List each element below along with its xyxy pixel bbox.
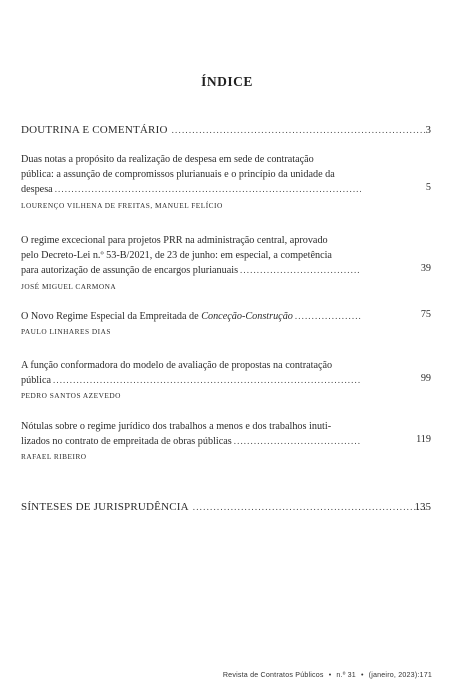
- entry-page-number: 39: [420, 263, 431, 274]
- entry-page-number: 99: [420, 373, 431, 384]
- leader-dots: [172, 122, 427, 138]
- entry-title-line: despesa: [21, 184, 53, 196]
- section-page-number: 135: [414, 501, 431, 513]
- footer-separator: •: [328, 671, 332, 679]
- leader-dots: [240, 263, 361, 278]
- entry-title-line: pelo Decreto-Lei n.º 53-B/2021, de 23 de junho: em especial, a competência: [21, 250, 332, 262]
- entry-page-number: 75: [420, 309, 431, 320]
- page-title: ÍNDICE: [201, 74, 253, 89]
- entry-page-number: 5: [425, 182, 431, 193]
- entry-title-line: pública: [21, 375, 51, 387]
- entry-author: JOSÉ MIGUEL CARMONA: [21, 281, 117, 291]
- page-footer: [223, 671, 432, 679]
- toc-entry[interactable]: [21, 233, 361, 292]
- leader-dots: [234, 434, 361, 449]
- footer-date-page: (janeiro, 2023):171: [368, 671, 432, 679]
- footer-journal: Revista de Contratos Públicos: [222, 671, 324, 679]
- entry-title-italic: Conceção-Construção: [201, 311, 293, 322]
- footer-issue: n.º 31: [336, 671, 356, 679]
- section-label: SÍNTESES DE JURISPRUDÊNCIA: [21, 501, 189, 513]
- entry-title-line: para autorização de assunção de encargos plurianuais: [21, 265, 239, 277]
- section-jurisprudencia[interactable]: [21, 499, 431, 515]
- entry-title-line: O Novo Regime Especial da Empreitada de: [21, 311, 199, 322]
- entry-author: PAULO LINHARES DIAS: [21, 327, 111, 337]
- leader-dots: [55, 182, 361, 197]
- entry-title-line: lizados no contrato de empreitada de obras públicas: [21, 436, 232, 448]
- toc-entry[interactable]: [21, 152, 361, 211]
- entry-title-line: Nótulas sobre o regime jurídico dos trabalhos a menos e dos trabalhos inuti-: [21, 421, 332, 432]
- entry-title-line: A função conformadora do modelo de avaliação de propostas na contratação: [21, 360, 333, 371]
- leader-dots: [193, 499, 427, 515]
- footer-separator: •: [360, 671, 364, 679]
- entry-page-number: 119: [416, 434, 431, 445]
- toc-entry[interactable]: [21, 309, 361, 337]
- toc-entry[interactable]: [21, 358, 361, 401]
- section-doutrina[interactable]: [21, 122, 431, 138]
- leader-dots: [295, 309, 361, 324]
- entry-author: PEDRO SANTOS AZEVEDO: [21, 391, 121, 401]
- toc-entry[interactable]: [21, 419, 361, 462]
- section-page-number: 3: [425, 124, 431, 136]
- section-label: DOUTRINA E COMENTÁRIO: [21, 124, 168, 136]
- entry-author: LOURENÇO VILHENA DE FREITAS, MANUEL FELÍCIO: [21, 200, 223, 210]
- entry-title-line: O regime excecional para projetos PRR na administração central, aprovado: [21, 235, 328, 246]
- leader-dots: [53, 373, 361, 388]
- entry-author: RAFAEL RIBEIRO: [21, 452, 87, 462]
- entry-title-line: Duas notas a propósito da realização de despesa em sede de contratação: [21, 154, 314, 165]
- entry-title-line: pública: a assunção de compromissos plurianuais e o princípio da unidade da: [21, 169, 335, 181]
